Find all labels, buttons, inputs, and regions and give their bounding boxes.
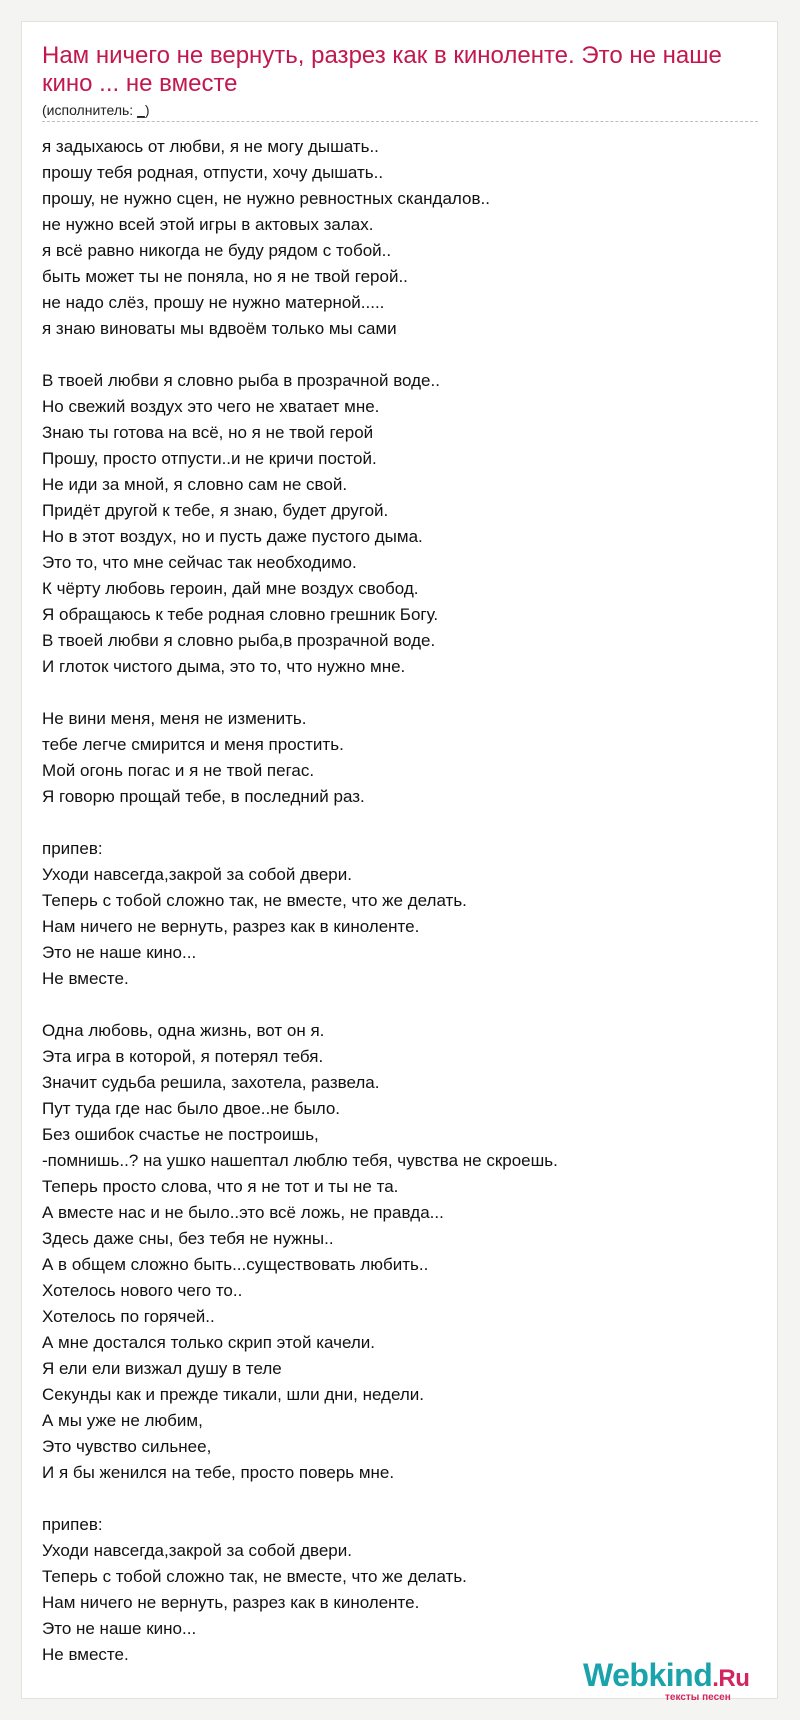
stanza-gap (42, 810, 762, 836)
lyric-line: Я говорю прощай тебе, в последний раз. (42, 787, 365, 806)
lyric-line: Это чувство сильнее, (42, 1437, 212, 1456)
lyric-line: прошу тебя родная, отпусти, хочу дышать.. (42, 163, 384, 182)
lyric-line: В твоей любви я словно рыба,в прозрачной воде. (42, 631, 436, 650)
lyric-line: Нам ничего не вернуть, разрез как в киноленте. (42, 917, 420, 936)
lyric-line: быть может ты не поняла, но я не твой герой.. (42, 267, 408, 286)
lyric-line: Я ели ели визжал душу в теле (42, 1359, 282, 1378)
lyric-line: И глоток чистого дыма, это то, что нужно мне. (42, 657, 406, 676)
lyric-line: не нужно всей этой игры в актовых залах. (42, 215, 374, 234)
webkind-logo[interactable] (583, 1658, 783, 1702)
song-title: Нам ничего не вернуть, разрез как в киноленте. Это не наше кино ... не вместе (42, 42, 722, 97)
lyric-line: А вместе нас и не было..это всё ложь, не правда... (42, 1203, 444, 1222)
title-divider (42, 121, 758, 122)
lyric-line: Теперь просто слова, что я не тот и ты не та. (42, 1177, 399, 1196)
performer-prefix: (исполнитель: (42, 102, 138, 118)
lyric-line: Здесь даже сны, без тебя не нужны.. (42, 1229, 334, 1248)
lyric-line: Уходи навсегда,закрой за собой двери. (42, 1541, 352, 1560)
lyric-line: Это то, что мне сейчас так необходимо. (42, 553, 357, 572)
lyric-line: Теперь с тобой сложно так, не вместе, что же делать. (42, 1567, 467, 1586)
lyric-line: Это не наше кино... (42, 943, 197, 962)
lyric-line: Без ошибок счастье не построишь, (42, 1125, 319, 1144)
lyrics-text (42, 134, 762, 1668)
lyric-line: прошу, не нужно сцен, не нужно ревностных скандалов.. (42, 189, 490, 208)
lyric-line: Уходи навсегда,закрой за собой двери. (42, 865, 352, 884)
lyric-line: я задыхаюсь от любви, я не могу дышать.. (42, 137, 379, 156)
lyric-line: припев: (42, 1515, 103, 1534)
performer-suffix: ) (144, 102, 150, 118)
lyric-line: Одна любовь, одна жизнь, вот он я. (42, 1021, 325, 1040)
lyric-line: я всё равно никогда не буду рядом с тобой.. (42, 241, 392, 260)
logo-main-text: Webkind (583, 1657, 713, 1693)
lyric-line: Теперь с тобой сложно так, не вместе, что же делать. (42, 891, 467, 910)
lyric-line: В твоей любви я словно рыба в прозрачной воде.. (42, 371, 440, 390)
stanza-gap (42, 992, 762, 1018)
lyric-line: Не вини меня, меня не изменить. (42, 709, 307, 728)
lyric-line: Эта игра в которой, я потерял тебя. (42, 1047, 324, 1066)
lyric-line: Значит судьба решила, захотела, развела. (42, 1073, 380, 1092)
lyric-line: И я бы женился на тебе, просто поверь мне. (42, 1463, 395, 1482)
lyric-line: Прошу, просто отпусти..и не кричи постой. (42, 449, 377, 468)
performer-link[interactable]: _ (137, 102, 145, 118)
lyric-line: Секунды как и прежде тикали, шли дни, недели. (42, 1385, 425, 1404)
lyric-line: припев: (42, 839, 103, 858)
lyric-line: -помнишь..? на ушко нашептал люблю тебя, чувства не скроешь. (42, 1151, 558, 1170)
stanza-gap (42, 1486, 762, 1512)
content-card (21, 21, 778, 1703)
lyric-line: не надо слёз, прошу не нужно матерной..... (42, 293, 385, 312)
lyric-line: Не вместе. (42, 1645, 129, 1664)
logo-tagline: тексты песен (665, 1692, 731, 1703)
lyric-line: Знаю ты готова на всё, но я не твой герой (42, 423, 374, 442)
lyric-line: А в общем сложно быть...существовать любить.. (42, 1255, 429, 1274)
lyric-line: Это не наше кино... (42, 1619, 197, 1638)
lyric-line: Но свежий воздух это чего не хватает мне. (42, 397, 380, 416)
lyric-line: А мы уже не любим, (42, 1411, 203, 1430)
stanza-gap (42, 680, 762, 706)
lyric-line: Нам ничего не вернуть, разрез как в киноленте. (42, 1593, 420, 1612)
lyric-line: Придёт другой к тебе, я знаю, будет другой. (42, 501, 389, 520)
lyric-line: Хотелось по горячей.. (42, 1307, 215, 1326)
stanza-gap (42, 342, 762, 368)
lyric-line: Мой огонь погас и я не твой пегас. (42, 761, 315, 780)
lyric-line: К чёрту любовь героин, дай мне воздух свобод. (42, 579, 419, 598)
lyric-line: тебе легче смирится и меня простить. (42, 735, 344, 754)
lyric-line: Не вместе. (42, 969, 129, 988)
logo-wordmark (583, 1658, 749, 1696)
lyric-line: Но в этот воздух, но и пусть даже пустого дыма. (42, 527, 423, 546)
performer-line (42, 102, 150, 118)
lyric-line: Я обращаюсь к тебе родная словно грешник Богу. (42, 605, 439, 624)
lyric-line: Хотелось нового чего то.. (42, 1281, 243, 1300)
logo-suffix: .Ru (712, 1665, 750, 1692)
lyric-line: я знаю виноваты мы вдвоём только мы сами (42, 319, 397, 338)
lyric-line: Пут туда где нас было двое..не было. (42, 1099, 341, 1118)
lyric-line: А мне достался только скрип этой качели. (42, 1333, 376, 1352)
lyric-line: Не иди за мной, я словно сам не свой. (42, 475, 348, 494)
